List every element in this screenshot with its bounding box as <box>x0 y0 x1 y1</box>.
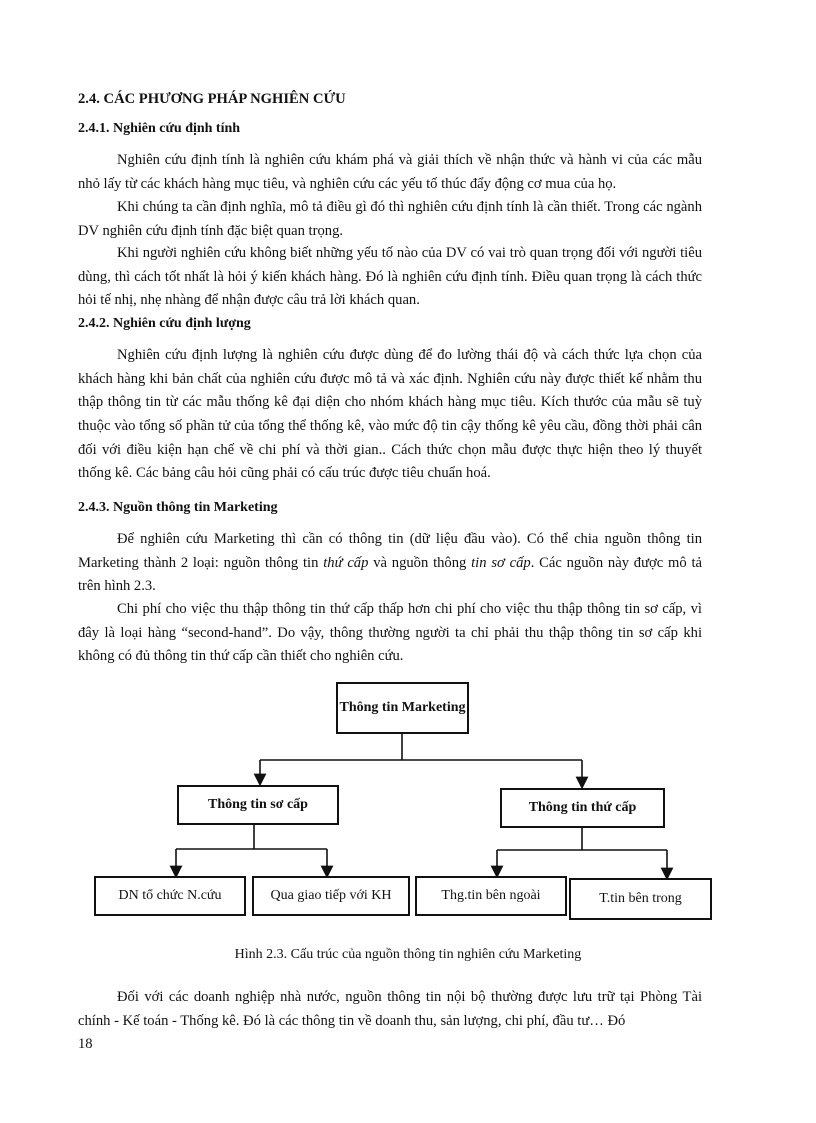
node-marketing-information: Thông tin Marketing <box>336 682 469 734</box>
quantitative-paragraph: Nghiên cứu định lượng là nghiên cứu được dùng để đo lường thái độ và cách thức lựa chọn của khách hàng khi bản chất của nghiên cứu được mô tả và xác định. Nghiên cứu này được thiết kế nhằm thu thập thông tin từ các mẫu thống kê đại diện cho nhóm khách hàng mục tiêu. Kích thước của mẫu sẽ tuỳ thuộc vào tổng số phần tử của tổng thể thống kê, vào mức độ tin cậy thống kê yêu cầu, đồng thời phải cân đối với điều kiện hạn chế về chi phí và thời gian.. Cách thức chọn mẫu được thực hiện theo lý thuyết thống kê. Các bảng câu hỏi cũng phải có cấu trúc được tiêu chuẩn hoá. <box>78 347 702 482</box>
figure-caption: Hình 2.3. Cấu trúc của nguồn thông tin nghiên cứu Marketing <box>234 947 582 962</box>
sources-p1-emphasis-secondary: thứ cấp <box>323 554 369 571</box>
node-secondary-information: Thông tin thứ cấp <box>500 788 665 828</box>
heading-quantitative: 2.4.2. Nghiên cứu định lượng <box>78 316 251 331</box>
sources-p1-middle: và nguồn thông <box>368 554 472 571</box>
qualitative-paragraph-2: Khi chúng ta cần định nghĩa, mô tả điều gì đó thì nghiên cứu định tính là cần thiết. Trong các ngành DV nghiên cứu định tính đặc biệt quan trọng. <box>78 199 702 239</box>
sources-paragraph-2: Chi phí cho việc thu thập thông tin thứ cấp thấp hơn chi phí cho việc thu thập thông tin sơ cấp, vì đây là loại hàng “second-hand”. Do vậy, thông thường người ta chỉ phải thu thập thông tin sơ cấp khi không có đủ thông tin thứ cấp cần thiết cho nghiên cứu. <box>78 601 702 665</box>
node-primary-information: Thông tin sơ cấp <box>177 785 339 825</box>
qualitative-paragraph-3: Khi người nghiên cứu không biết những yếu tố nào của DV có vai trò quan trọng đối với người tiêu dùng, thì cách tốt nhất là hỏi ý kiến khách hàng. Đó là nghiên cứu định tính. Điều quan trọng là cách thức hỏi tế nhị, nhẹ nhàng để nhận được câu trả lời khách quan. <box>78 245 702 309</box>
node-company-research: DN tổ chức N.cứu <box>94 876 246 916</box>
node-external-information: Thg.tin bên ngoài <box>415 876 567 916</box>
closing-paragraph: Đối với các doanh nghiệp nhà nước, nguồn thông tin nội bộ thường được lưu trữ tại Phòng Tài chính - Kế toán - Thống kê. Đó là các thông tin về doanh thu, sản lượng, chi phí, đầu tư… Đó <box>78 989 702 1029</box>
sources-p1-after: . Các nguồn này được mô tả trên hình 2.3. <box>78 554 702 595</box>
heading-qualitative: 2.4.1. Nghiên cứu định tính <box>78 121 241 136</box>
node-customer-contact: Qua giao tiếp với KH <box>252 876 410 916</box>
sources-paragraph-1 <box>78 528 702 599</box>
section-heading: 2.4. CÁC PHƯƠNG PHÁP NGHIÊN CỨU <box>78 91 346 107</box>
page-number: 18 <box>78 1036 93 1052</box>
sources-p1-before: Để nghiên cứu Marketing thì cần có thông tin (dữ liệu đầu vào). Có thể chia nguồn thông tin Marketing thành 2 loại: nguồn thông tin <box>78 531 702 571</box>
qualitative-paragraph-1: Nghiên cứu định tính là nghiên cứu khám phá và giải thích về nhận thức và hành vi của các mẫu nhỏ lấy từ các khách hàng mục tiêu, và nghiên cứu các yếu tố thúc đẩy động cơ mua của họ. <box>78 152 702 192</box>
sources-p1-emphasis-primary: tin sơ cấp <box>471 554 531 571</box>
source-structure-diagram <box>0 670 816 940</box>
node-internal-information: T.tin bên trong <box>569 878 712 920</box>
heading-marketing-sources: 2.4.3. Nguồn thông tin Marketing <box>78 500 278 515</box>
